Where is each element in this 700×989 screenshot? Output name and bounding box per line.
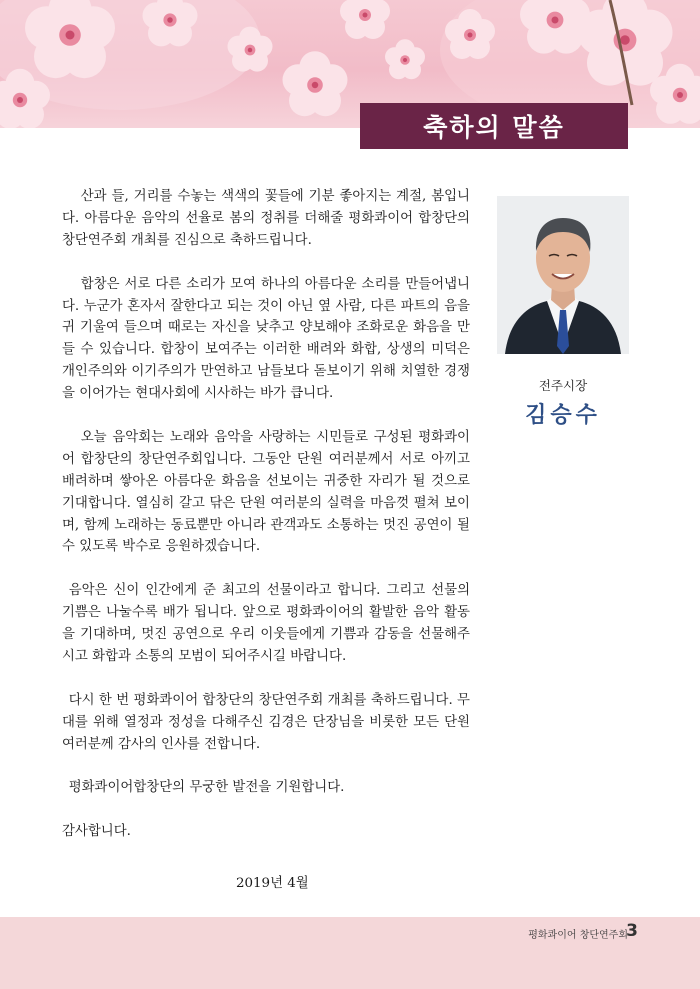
publication-title: 평화콰이어 창단연주회 xyxy=(528,930,628,941)
author-portrait xyxy=(497,196,629,354)
letter-date: 2019년 4월 xyxy=(236,876,309,891)
author-role: 전주시장 xyxy=(538,378,588,393)
paragraph-2: 합창은 서로 다른 소리가 모여 하나의 아름다운 소리를 만들어냅니다. 누군가 혼자서 잘한다고 되는 것이 아닌 옆 사람, 다른 파트의 음을 귀 기울여 들으며 때로는 자신을 낮추고 양보해야 조화로운 화음을 만들 수 있습니다. 합창이 보여주는 이러한 배려와 화합, 상생의 미덕은 개인주의와 이기주의가 만연하고 남들보다 돋보이기 위해 치열한 경쟁을 이어가는 현대사회에 시사하는 바가 큽니다. xyxy=(62,276,470,402)
paragraph-1: 산과 들, 거리를 수놓는 색색의 꽃들에 기분 좋아지는 계절, 봄입니다. 아름다운 음악의 선율로 봄의 정취를 더해줄 평화콰이어 합창단의 창단연주회 개최를 진심으로 축하드립니다. xyxy=(62,189,470,248)
page-title: 축하의 말씀 xyxy=(360,103,628,149)
paragraph-4: 음악은 신이 인간에게 준 최고의 선물이라고 합니다. 그리고 선물의 기쁨은 나눌수록 배가 됩니다. 앞으로 평화콰이어의 활발한 음악 활동을 기대하며, 멋진 공연으로 우리 이웃들에게 기쁨과 감동을 선물해주시고 화합과 소통의 모범이 되어주시길 바랍니다. xyxy=(62,583,470,664)
letter-body xyxy=(62,186,470,843)
author-name: 김승수 xyxy=(525,402,601,428)
portrait-image xyxy=(497,196,629,354)
paragraph-5: 다시 한 번 평화콰이어 합창단의 창단연주회 개최를 축하드립니다. 무대를 위해 열정과 정성을 다해주신 김경은 단장님을 비롯한 모든 단원 여러분께 감사의 인사를 전합니다. xyxy=(62,692,470,752)
paragraph-3: 오늘 음악회는 노래와 음악을 사랑하는 시민들로 구성된 평화콰이어 합창단의 창단연주회입니다. 그동안 단원 여러분께서 서로 아끼고 배려하며 쌓아온 아름다운 화음을 선보이는 귀중한 자리가 될 것으로 기대합니다. 열심히 갈고 닦은 단원 여러분의 실력을 마음껏 펼쳐 보이며, 함께 노래하는 동료뿐만 아니라 관객과도 소통하는 멋진 공연이 될 수 있도록 박수로 응원하겠습니다. xyxy=(62,429,470,555)
page-number: 3 xyxy=(626,921,638,941)
closing-line: 감사합니다. xyxy=(62,824,131,840)
paragraph-6: 평화콰이어합창단의 무궁한 발전을 기원합니다. xyxy=(68,780,345,796)
